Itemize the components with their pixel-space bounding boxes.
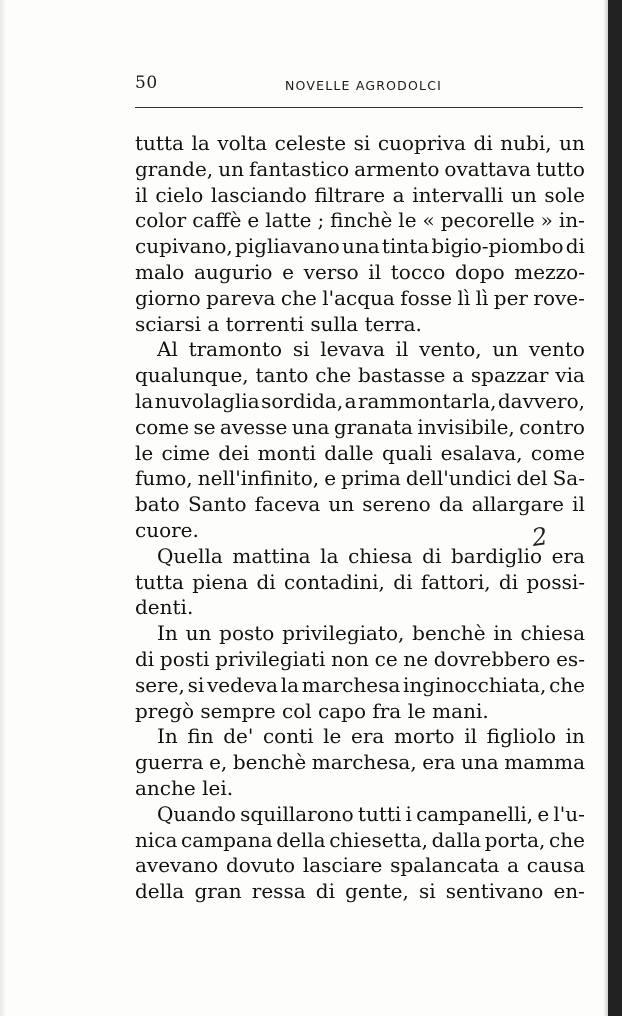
text-line: guerra e, benchè marchesa, era una mamma <box>135 750 585 775</box>
running-title: NOVELLE AGRODOLCI <box>285 78 443 93</box>
body-text <box>135 131 585 905</box>
text-line: tutta la volta celeste si cuopriva di nubi, un <box>135 131 585 155</box>
text-line: la nuvolaglia sordida, a rammontarla, davvero, <box>135 388 585 413</box>
text-line: nica campana della chiesetta, dalla porta, che <box>135 827 585 852</box>
text-line: come se avesse una granata invisibile, contro <box>135 414 585 439</box>
text-line: anche lei. <box>135 775 234 800</box>
text-line: malo augurio e verso il tocco dopo mezzo- <box>135 259 585 284</box>
text-line: di posti privilegiati non ce ne dovrebbero es- <box>135 646 585 671</box>
text-line: giorno pareva che l'acqua fosse lì lì per rove- <box>135 285 585 310</box>
text-line: avevano dovuto lasciare spalancata a causa <box>135 853 585 878</box>
page-number: 50 <box>135 73 158 93</box>
text-line: pregò sempre col capo fra le mani. <box>135 698 489 723</box>
text-line: qualunque, tanto che bastasse a spazzar via <box>135 363 585 388</box>
text-line: In fin de' conti le era morto il figliolo in <box>157 724 585 749</box>
text-line: fumo, nell'infinito, e prima dell'undici del Sa- <box>135 466 585 491</box>
text-line: denti. <box>135 595 194 620</box>
text-line: bato Santo faceva un sereno da allargare il <box>135 492 585 517</box>
text-line: Al tramonto si levava il vento, un vento <box>157 337 585 362</box>
text-line: color caffè e latte ; finchè le « pecorelle » in- <box>135 208 585 233</box>
scan-border <box>608 0 622 1016</box>
text-line: le cime dei monti dalle quali esalava, come <box>135 440 585 465</box>
text-line: il cielo lasciando filtrare a intervalli un sole <box>135 182 585 207</box>
text-line: cupivano, pigliavano una tinta bigio-piombo di <box>135 234 585 259</box>
header-rule <box>135 107 583 108</box>
text-line: cuore. <box>135 517 199 542</box>
handwritten-margin-note: 2 <box>530 522 550 552</box>
text-line: grande, un fantastico armento ovattava tutto <box>135 156 585 181</box>
text-line: Quando squillarono tutti i campanelli, e l'u- <box>157 801 585 826</box>
text-line: della gran ressa di gente, si sentivano en- <box>135 879 585 904</box>
page-gutter-shadow <box>0 0 6 1016</box>
text-line: In un posto privilegiato, benchè in chiesa <box>157 621 585 646</box>
text-line: Quella mattina la chiesa di bardiglio era <box>157 543 585 568</box>
text-line: tutta piena di contadini, di fattori, di possi- <box>135 569 585 594</box>
text-line: sciarsi a torrenti sulla terra. <box>135 311 422 336</box>
text-line: sere, si vedeva la marchesa inginocchiata, che <box>135 672 585 697</box>
